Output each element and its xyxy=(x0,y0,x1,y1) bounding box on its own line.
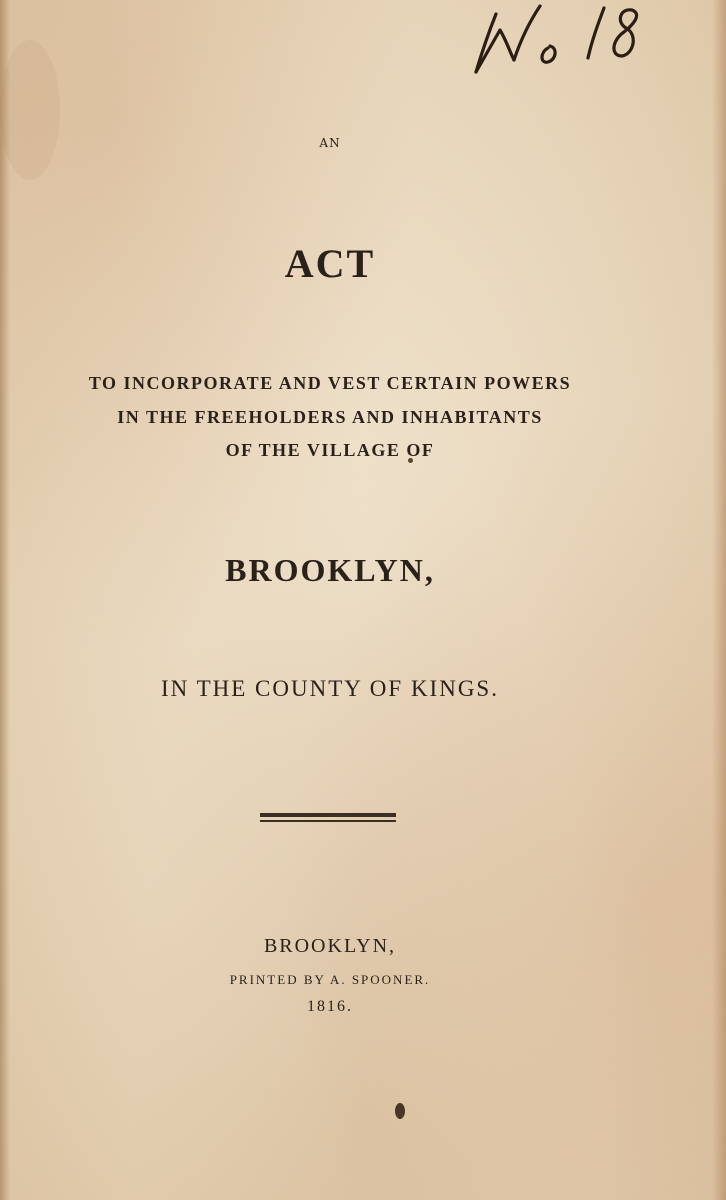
village-name: BROOKLYN, xyxy=(225,552,435,588)
imprint-printer: PRINTED BY A. SPOONER. xyxy=(229,972,431,987)
imprint-place: BROOKLYN, xyxy=(263,935,397,957)
title-act: ACT xyxy=(284,241,376,286)
handwritten-number xyxy=(470,0,660,85)
foxing-stain xyxy=(0,40,60,180)
rule-thick-line xyxy=(260,813,396,817)
foxing-stain xyxy=(395,1103,405,1119)
ornamental-rule xyxy=(260,813,396,823)
page-edge-left xyxy=(0,0,10,1200)
title-an: AN xyxy=(319,136,341,150)
purpose-line-3: OF THE VILLAGE OF xyxy=(225,440,435,460)
imprint-year: 1816. xyxy=(307,998,353,1015)
purpose-line-2: IN THE FREEHOLDERS AND INHABITANTS xyxy=(117,407,543,427)
rule-thin-line xyxy=(260,820,396,822)
page-edge-right xyxy=(712,0,726,1200)
county-line: IN THE COUNTY OF KINGS. xyxy=(161,676,499,701)
purpose-line-1: TO INCORPORATE AND VEST CERTAIN POWERS xyxy=(88,373,572,393)
